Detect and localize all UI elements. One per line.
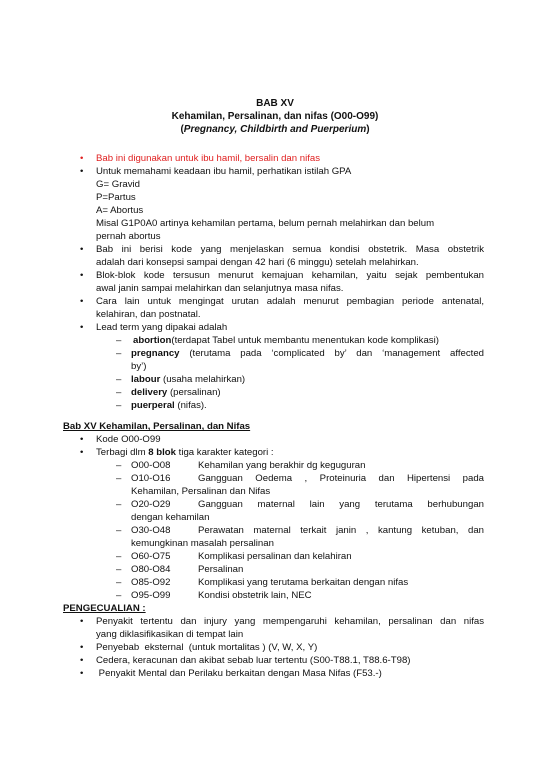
block-item-cont: dengan kehamilan — [131, 512, 210, 523]
gpa-p: P=Partus — [96, 192, 136, 203]
bullet-icon: • — [80, 166, 84, 177]
exclusion-item-4: Penyakit Mental dan Perilaku berkaitan dengan Masa Nifas (F53.-) — [96, 668, 382, 679]
block-item: O30-O48 Perawatan maternal terkait janin , kantung ketuban, dan — [131, 525, 484, 536]
dash-icon: – — [116, 473, 122, 484]
intro-bullet-3-line1: Bab ini berisi kode yang menjelaskan semua kondisi obstetrik. Masa obstetrik — [96, 244, 484, 255]
dash-icon: – — [116, 348, 122, 359]
intro-bullet-4-line1: Blok-blok kode tersusun menurut kemajuan kehamilan, yaitu sejak pembentukan — [96, 270, 484, 281]
chapter-subtitle: (Pregnancy, Childbirth and Puerperium) — [180, 124, 370, 135]
bullet-icon: • — [80, 296, 84, 307]
intro-bullet-5-line2: kelahiran, dan postnatal. — [96, 309, 201, 320]
bullet-icon: • — [80, 616, 84, 627]
gpa-a: A= Abortus — [96, 205, 144, 216]
bullet-icon: • — [80, 153, 84, 164]
block-item: O80-O84 Persalinan — [131, 564, 244, 575]
exclusion-item-3: Cedera, keracunan dan akibat sebab luar tertentu (S00-T88.1, T88.6-T98) — [96, 655, 411, 666]
intro-bullet-5-line1: Cara lain untuk mengingat urutan adalah menurut pembagian periode antenatal, — [96, 296, 484, 307]
exclusion-item-2: Penyebab eksternal (untuk mortalitas ) (V, W, X, Y) — [96, 642, 318, 653]
dash-icon: – — [116, 499, 122, 510]
dash-icon: – — [116, 400, 122, 411]
chapter-number: BAB XV — [256, 98, 294, 109]
section-terbagi: Terbagi dlm 8 blok tiga karakter kategori : — [96, 447, 274, 458]
dash-icon: – — [116, 525, 122, 536]
dash-icon: – — [116, 387, 122, 398]
gpa-g: G= Gravid — [96, 179, 140, 190]
section-kode: Kode O00-O99 — [96, 434, 161, 445]
gpa-example-2: pernah abortus — [96, 231, 161, 242]
bullet-icon: • — [80, 244, 84, 255]
block-item: O85-O92 Komplikasi yang terutama berkaitan dengan nifas — [131, 577, 409, 588]
bullet-icon: • — [80, 655, 84, 666]
block-item: O95-O99 Kondisi obstetrik lain, NEC — [131, 590, 312, 601]
dash-icon: – — [116, 374, 122, 385]
block-item: O20-O29 Gangguan maternal lain yang terutama berhubungan — [131, 499, 484, 510]
exclusion-item-1-cont: yang diklasifikasikan di tempat lain — [96, 629, 244, 640]
dash-icon: – — [116, 577, 122, 588]
bullet-icon: • — [80, 322, 84, 333]
intro-bullet-2: Untuk memahami keadaan ibu hamil, perhatikan istilah GPA — [96, 166, 352, 177]
block-item: O10-O16 Gangguan Oedema , Proteinuria dan Hipertensi pada — [131, 473, 484, 484]
section-heading: Bab XV Kehamilan, Persalinan, dan Nifas — [63, 421, 251, 432]
bullet-icon: • — [80, 642, 84, 653]
block-item-cont: kemungkinan masalah persalinan — [131, 538, 274, 549]
bullet-icon: • — [80, 447, 84, 458]
intro-bullet-3-line2: adalah dari konsepsi sampai dengan 42 hari (6 minggu) setelah melahirkan. — [96, 257, 419, 268]
dash-icon: – — [116, 590, 122, 601]
exclusion-heading: PENGECUALIAN : — [63, 603, 146, 614]
exclusion-item-1: Penyakit tertentu dan injury yang mempengaruhi kehamilan, persalinan dan nifas — [96, 616, 484, 627]
lead-term-puerperal: puerperal (nifas). — [131, 400, 207, 411]
bullet-icon: • — [80, 434, 84, 445]
dash-icon: – — [116, 460, 122, 471]
dash-icon: – — [116, 335, 122, 346]
lead-term-delivery: delivery (persalinan) — [131, 387, 221, 398]
dash-icon: – — [116, 564, 122, 575]
lead-term-pregnancy-cont: by’) — [131, 361, 147, 372]
block-item: O00-O08 Kehamilan yang berakhir dg keguguran — [131, 460, 366, 471]
chapter-title: Kehamilan, Persalinan, dan nifas (O00-O99) — [171, 111, 379, 122]
bullet-icon: • — [80, 668, 84, 679]
lead-term-pregnancy: pregnancy (terutama pada ‘complicated by’ dan ‘management affected — [131, 348, 485, 359]
bullet-icon: • — [80, 270, 84, 281]
block-item-cont: Kehamilan, Persalinan dan Nifas — [131, 486, 271, 497]
gpa-example-1: Misal G1P0A0 artinya kehamilan pertama, belum pernah melahirkan dan belum — [96, 218, 435, 229]
intro-bullet-4-line2: awal janin sampai melahirkan dan selanjutnya masa nifas. — [96, 283, 344, 294]
intro-bullet-1: Bab ini digunakan untuk ibu hamil, bersalin dan nifas — [96, 153, 321, 164]
block-item: O60-O75 Komplikasi persalinan dan kelahiran — [131, 551, 352, 562]
intro-bullet-6: Lead term yang dipakai adalah — [96, 322, 228, 333]
lead-term-labour: labour (usaha melahirkan) — [131, 374, 246, 385]
dash-icon: – — [116, 551, 122, 562]
lead-term-abortion: abortion(terdapat Tabel untuk membantu menentukan kode komplikasi) — [133, 335, 439, 346]
